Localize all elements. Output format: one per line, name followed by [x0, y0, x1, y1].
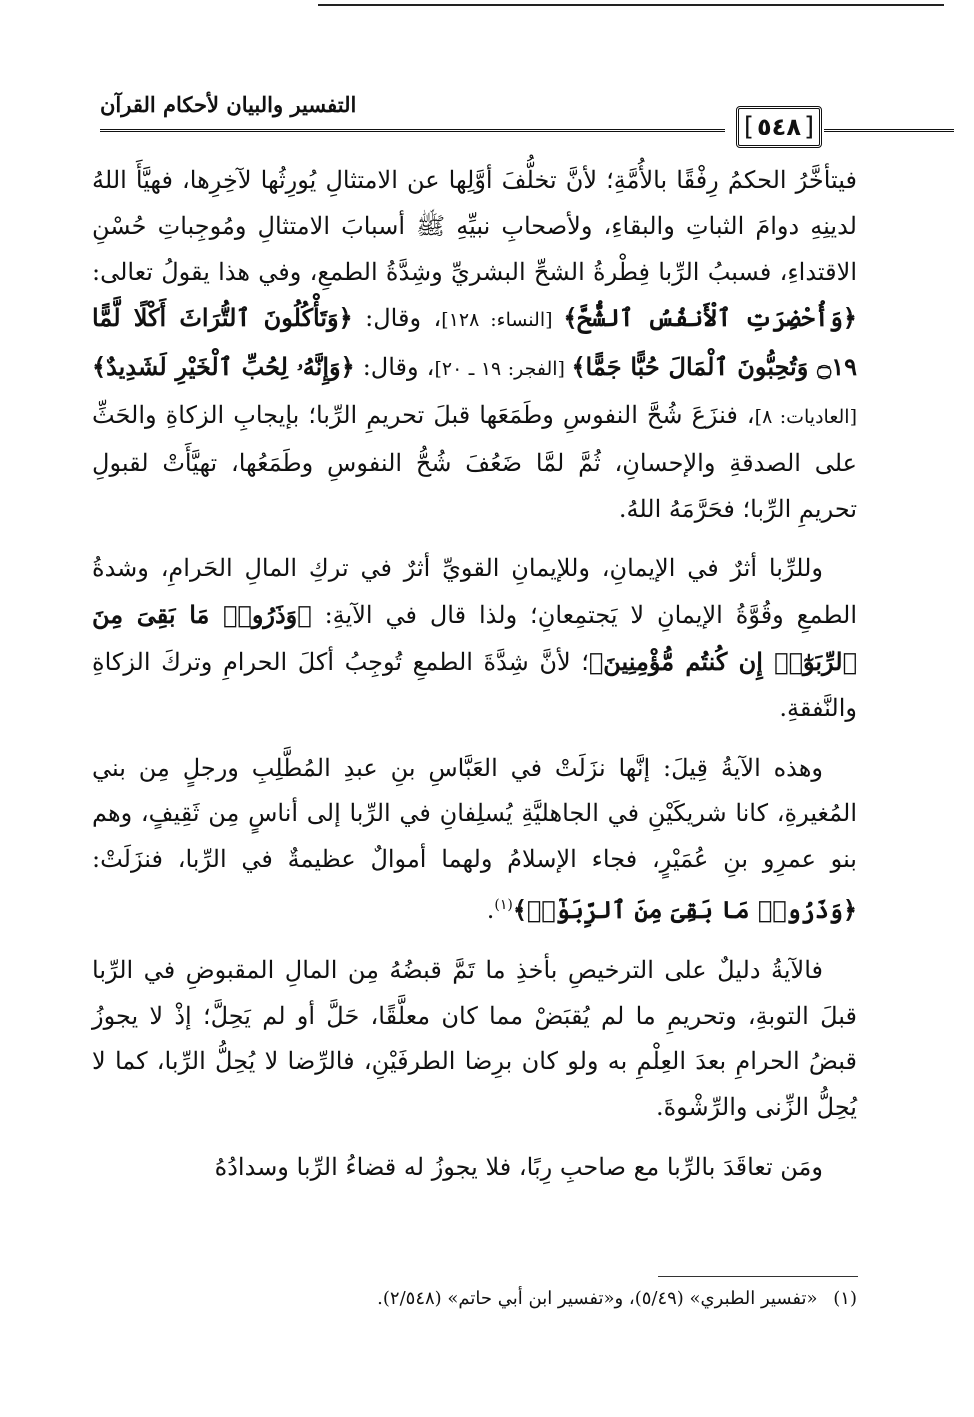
paragraph [92, 158, 857, 532]
paragraph [92, 948, 857, 1131]
footnote-rule [658, 1276, 858, 1277]
paragraph [92, 1145, 857, 1191]
page-number-bracket-right: ] [803, 112, 815, 142]
footnote [92, 1286, 857, 1312]
top-rule [318, 4, 944, 6]
paragraph-text: ، وقال: [354, 353, 435, 382]
paragraph [92, 746, 857, 934]
paragraph-text: وهذه الآيةُ قِيلَ: إنَّها نزَلَتْ في العَبَّاسِ بنِ عبدِ المُطَّلِبِ ورجلٍ مِن بني المُغيرةِ، كانا شريكَيْنِ في الجاهليَّةِ يُسلِفانِ في الرِّبا إلى أناسٍ مِن ثَقِيفٍ، وهم بنو عمرِو بنِ عُمَيْرٍ، فجاء الإسلامُ ولهما أموالٌ عظيمةٌ في الرِّبا، فنزَلَتْ: [92, 753, 857, 874]
quran-verse: ﴿وَأُحْضِرَتِ ٱلْأَنفُسُ ٱلشُّحَّ﴾ [563, 303, 857, 333]
paragraph-text: ، وقال: [352, 304, 442, 333]
body-text [92, 158, 857, 1205]
running-title: التفسير والبيان لأحكام القرآن [100, 92, 357, 117]
quran-verse: ﴿وَتَأْكُلُونَ ٱلتُّرَاثَ أَكْلًا لَّمًّا ۝١٩ وَتُحِبُّونَ ٱلْمَالَ حُبًّا جَمًّا﴾ [92, 303, 857, 382]
page-header [100, 92, 870, 152]
verse-reference: [الفجر: ١٩ ـ ٢٠] [434, 358, 572, 381]
page-number-bracket-left: [ [743, 112, 755, 142]
footnote-number: (١) [833, 1288, 857, 1309]
page-number: ٥٤٨ [757, 113, 801, 141]
paragraph-text: ؛ لأنَّ شِدَّةَ الطمعِ تُوجِبُ أكلَ الحرامِ وتركَ الزكاةِ والنَّفقةِ. [92, 647, 857, 722]
footnote-text: «تفسير الطبري» (٥/٤٩)، و«تفسير ابن أبي حاتم» (٢/٥٤٨). [377, 1288, 818, 1309]
verse-reference: [العاديات: ٨] [754, 405, 857, 428]
quran-verse: ﴿وَذَرُوا۟ مَا بَقِىَ مِنَ ٱلرِّبَوٰٓا۟﴾ [512, 894, 857, 924]
quran-verse: ﴿وَإِنَّهُۥ لِحُبِّ ٱلْخَيْرِ لَشَدِيدٌ﴾ [92, 352, 355, 382]
paragraph-text: . [486, 895, 495, 924]
paragraph [92, 546, 857, 731]
header-rule [100, 129, 725, 132]
paragraph-text: فالآيةُ دليلٌ على الترخيصِ بأخذِ ما تَمَّ قبضُهُ مِن المالِ المقبوضِ في الرِّبا قبلَ التوبةِ، وتحريمِ ما لم يُقبَضْ مما كان معلَّقًا، حَلَّ أو لم يَحِلَّ؛ إذْ لا يجوزُ قبضُ الحرامِ بعدَ العِلْمِ به ولو كان برِضا الطرفَيْنِ، فالرِّضا لا يُحِلُّ الرِّبا، كما لا يُحِلُّ الزِّنى والرِّشْوةَ. [92, 955, 857, 1122]
quran-verse: ﴿وَذَرُوا۟ مَا بَقِىَ مِنَ ٱلرِّبَوٰٓا۟ إِن كُنتُم مُّؤْمِنِينَ﴾ [92, 600, 858, 676]
footnote-marker: (١) [494, 896, 513, 913]
paragraph-text: ، فنزَعَ شُحَّ النفوسِ وطَمَعَها قبلَ تحريمِ الرِّبا؛ بإيجابِ الزكاةِ والحَثِّ على الصدقةِ والإحسانِ، ثُمَّ لمَّا ضَعُفَ شُحُّ النفوسِ وطَمَعُها، تهيَّأَتْ لقبولِ تحريمِ الرِّبا؛ فحَرَّمَهُ اللهُ. [92, 400, 857, 523]
verse-reference: [النساء: ١٢٨] [441, 309, 564, 332]
header-rule-right [824, 129, 954, 132]
paragraph-text: ومَن تعاقَدَ بالرِّبا مع صاحبِ رِبًا، فلا يجوزُ له قضاءُ الرِّبا وسدادُهُ [214, 1152, 823, 1181]
paragraph-text: فيتأخَّرُ الحكمُ رِفْقًا بالأُمَّةِ؛ لأنَّ تخلُّفَ أوَّلِها عن الامتثالِ يُورِثُها لآخِرِها، فهيَّأَ اللهُ لدينِهِ دوامَ الثباتِ والبقاءِ، ولأصحابِ نبيِّهِ ﷺ أسبابَ الامتثالِ ومُوجِباتِ حُسْنِ الاقتداءِ، فسببُ الرِّبا فِطْرةُ الشحِّ البشريِّ وشِدَّةُ الطمعِ، وفي هذا يقولُ تعالى: [92, 166, 857, 286]
paragraph-text: وللرِّبا أثرٌ في الإيمانِ، وللإيمانِ القويِّ أثرٌ في تركِ المالِ الحَرامِ، وشدةُ الطمعِ وقُوَّةُ الإيمانِ لا يَجتمِعانِ؛ ولذا قال في الآيةِ: [92, 554, 857, 630]
page-number-box [736, 106, 822, 148]
